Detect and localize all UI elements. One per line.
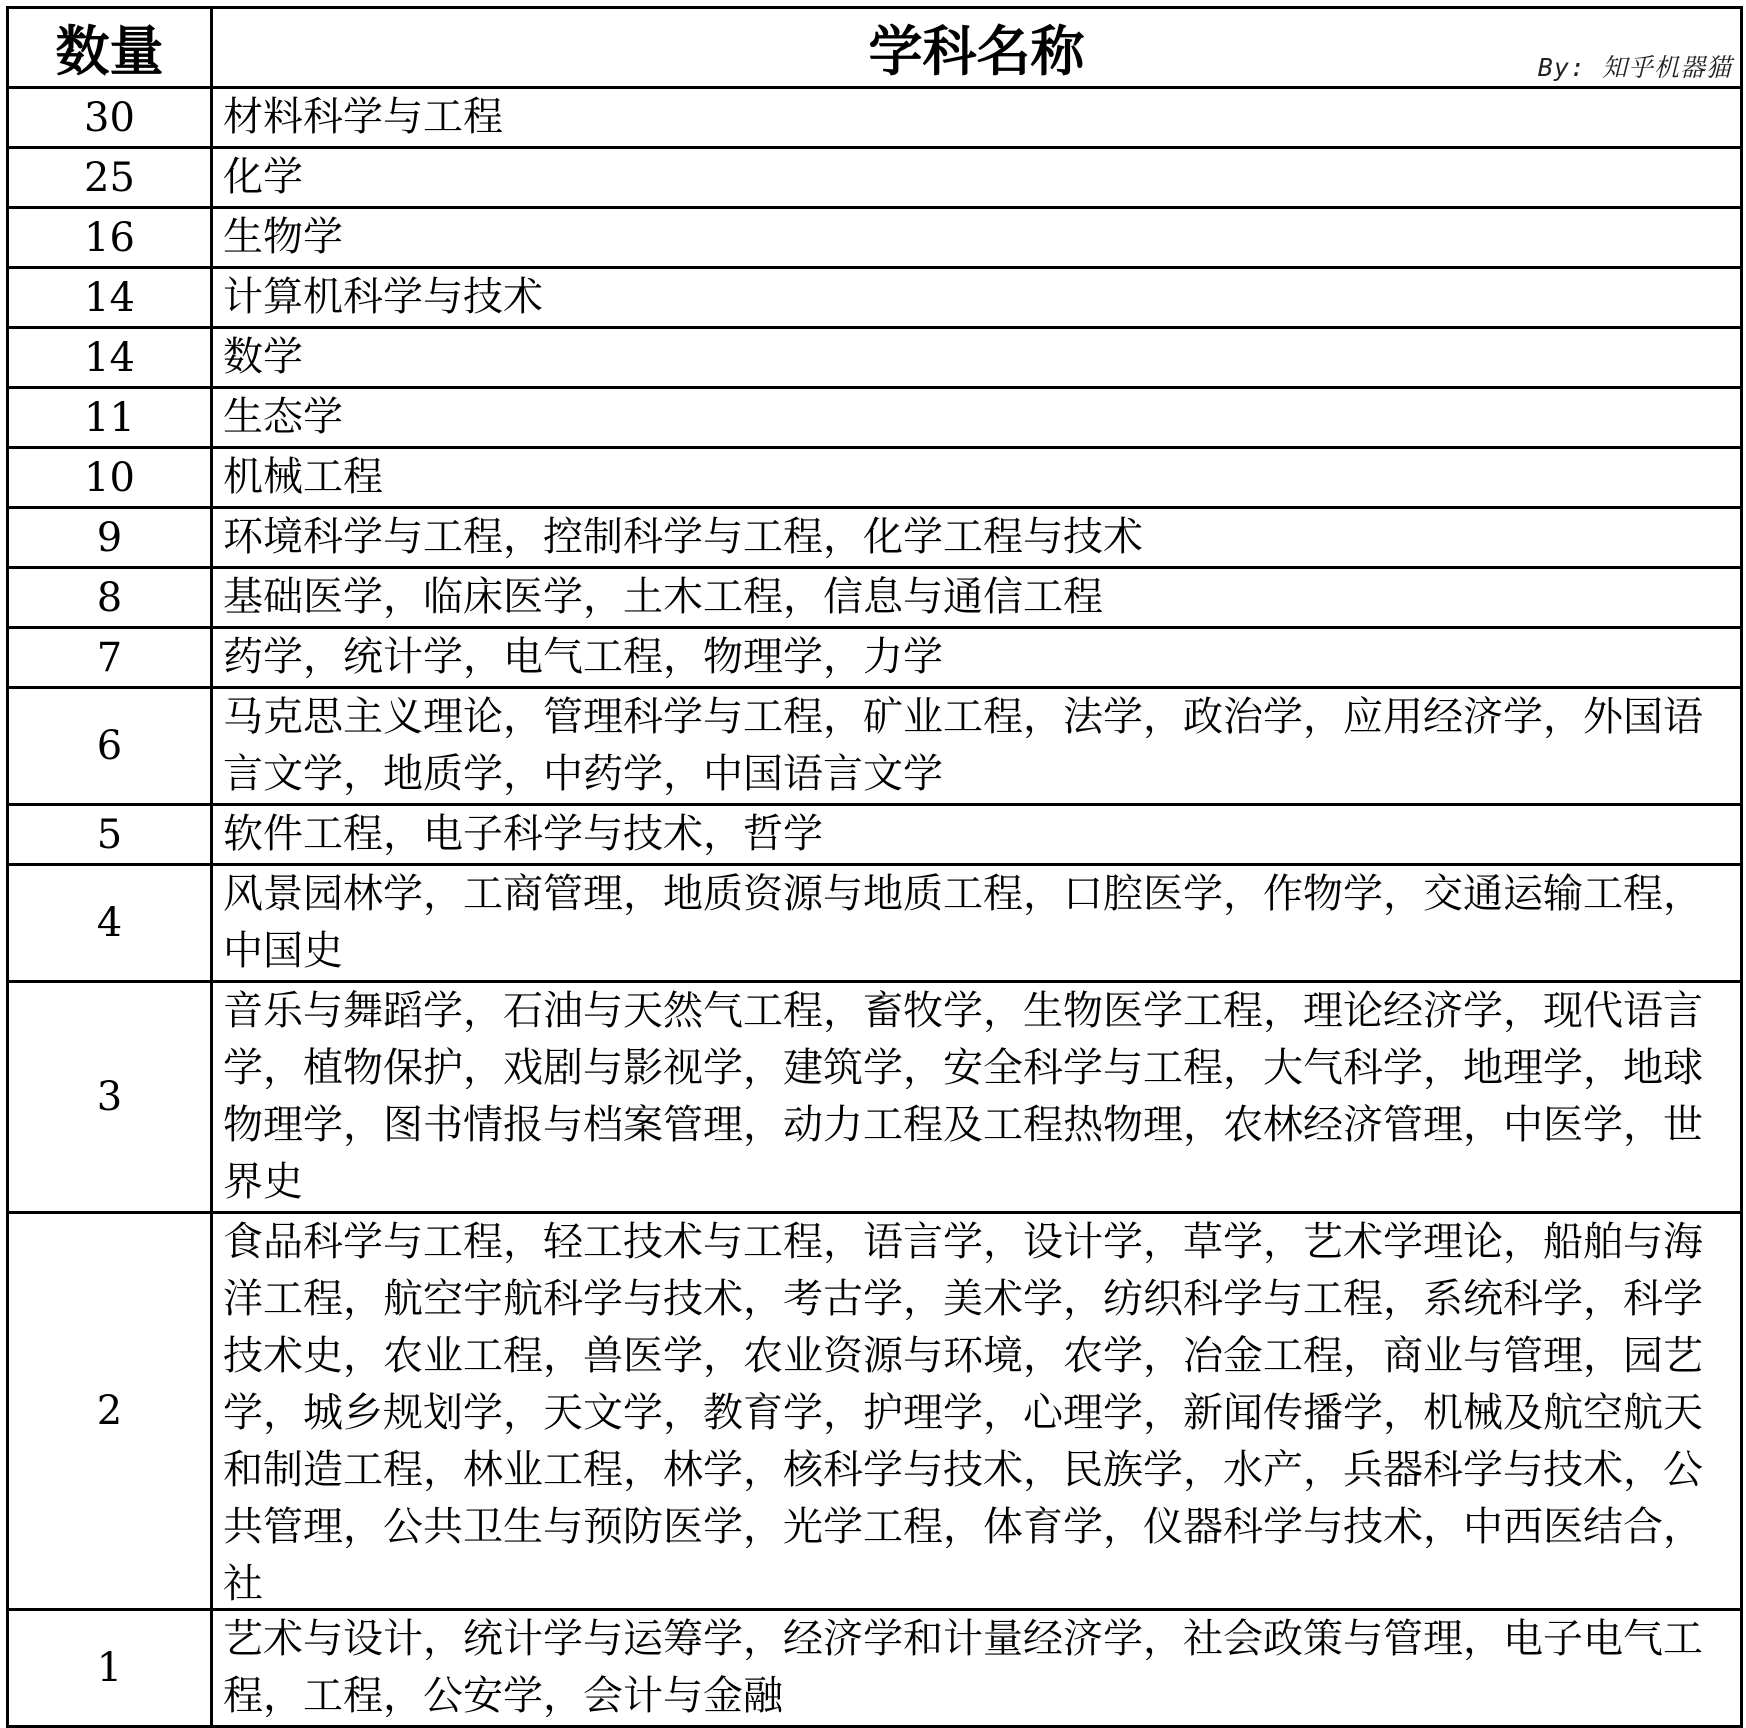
subject-count-table [6, 6, 1743, 1728]
subject-names-cell: 艺术与设计，统计学与运筹学，经济学和计量经济学，社会政策与管理，电子电气工程，工程，公安学，会计与金融 [212, 1610, 1742, 1727]
table-row [8, 508, 1742, 568]
author-credit: By: 知乎机器猫 [1537, 53, 1732, 82]
table-row [8, 865, 1742, 982]
subject-names-cell: 药学，统计学，电气工程，物理学，力学 [212, 628, 1742, 688]
subject-names-cell [212, 1213, 1742, 1610]
count-cell: 25 [8, 148, 212, 208]
subject-names-cell: 生物学 [212, 208, 1742, 268]
subject-names-cell: 基础医学，临床医学，土木工程，信息与通信工程 [212, 568, 1742, 628]
table-row [8, 1610, 1742, 1727]
subject-names-cell: 生态学 [212, 388, 1742, 448]
subject-names-cell: 化学 [212, 148, 1742, 208]
table-row [8, 208, 1742, 268]
subject-names-cell: 计算机科学与技术 [212, 268, 1742, 328]
subject-names-cell: 风景园林学，工商管理，地质资源与地质工程，口腔医学，作物学，交通运输工程，中国史 [212, 865, 1742, 982]
count-cell: 4 [8, 865, 212, 982]
count-cell: 14 [8, 268, 212, 328]
table-row [8, 628, 1742, 688]
table-row [8, 1213, 1742, 1610]
table-row [8, 805, 1742, 865]
table-row [8, 268, 1742, 328]
count-cell: 6 [8, 688, 212, 805]
names-column-title: 学科名称 [868, 20, 1085, 83]
count-cell: 7 [8, 628, 212, 688]
count-cell: 11 [8, 388, 212, 448]
count-column-header: 数量 [8, 8, 212, 88]
subject-names-cell: 马克思主义理论，管理科学与工程，矿业工程，法学，政治学，应用经济学，外国语言文学，地质学，中药学，中国语言文学 [212, 688, 1742, 805]
count-cell: 30 [8, 88, 212, 148]
table-row [8, 448, 1742, 508]
subject-names-cell: 数学 [212, 328, 1742, 388]
table-row [8, 388, 1742, 448]
header-row [8, 8, 1742, 88]
table-row [8, 88, 1742, 148]
count-cell: 16 [8, 208, 212, 268]
count-cell: 1 [8, 1610, 212, 1727]
table-row [8, 688, 1742, 805]
count-cell: 10 [8, 448, 212, 508]
table-row [8, 982, 1742, 1213]
subject-names-cell: 材料科学与工程 [212, 88, 1742, 148]
subject-names-cell: 环境科学与工程，控制科学与工程，化学工程与技术 [212, 508, 1742, 568]
count-cell: 8 [8, 568, 212, 628]
subject-names-text: 食品科学与工程，轻工技术与工程，语言学，设计学，草学，艺术学理论，船舶与海洋工程，航空宇航科学与技术，考古学，美术学，纺织科学与工程，系统科学，科学技术史，农业工程，兽医学，农业资源与环境，农学，冶金工程，商业与管理，园艺学，城乡规划学，天文学，教育学，护理学，心理学，新闻传播学，机械及航空航天和制造工程，林业工程，林学，核科学与技术，民族学，水产，兵器科学与技术，公共管理，公共卫生与预防医学，光学工程，体育学，仪器科学与技术，中西医结合，社 [223, 1219, 1703, 1607]
subject-names-cell: 软件工程，电子科学与技术，哲学 [212, 805, 1742, 865]
subject-names-cell: 音乐与舞蹈学，石油与天然气工程，畜牧学，生物医学工程，理论经济学，现代语言学，植物保护，戏剧与影视学，建筑学，安全科学与工程，大气科学，地理学，地球物理学，图书情报与档案管理，动力工程及工程热物理，农林经济管理，中医学，世界史 [212, 982, 1742, 1213]
table-row [8, 328, 1742, 388]
subject-names-cell: 机械工程 [212, 448, 1742, 508]
count-cell: 2 [8, 1213, 212, 1610]
count-cell: 14 [8, 328, 212, 388]
count-cell: 3 [8, 982, 212, 1213]
count-cell: 5 [8, 805, 212, 865]
table-row [8, 568, 1742, 628]
names-column-header [212, 8, 1742, 88]
count-cell: 9 [8, 508, 212, 568]
table-row [8, 148, 1742, 208]
